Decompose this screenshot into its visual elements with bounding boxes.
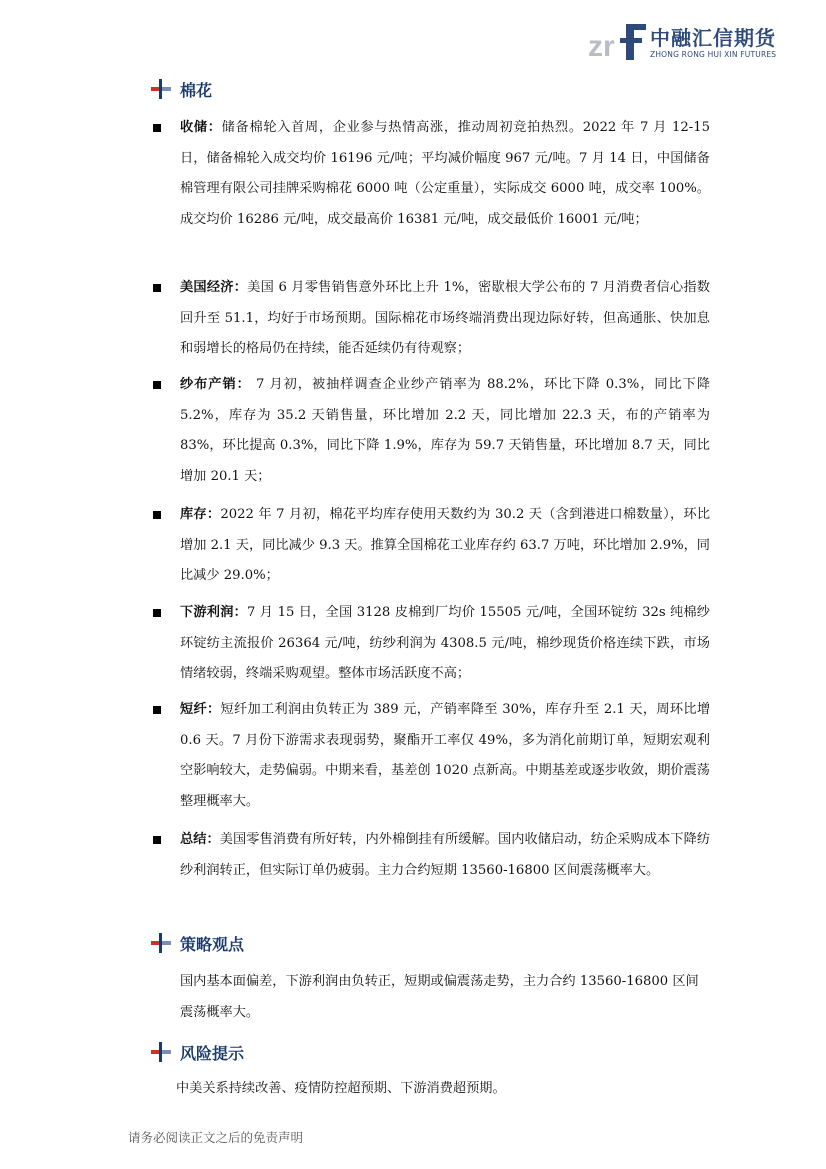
item-text: 储备棉轮入首周，企业参与热情高涨，推动周初竞拍热烈。2022 年 7 月 12-15 日，储备棉轮入成交均价 16196 元/吨；平均减价幅度 967 元/吨。7 月 14 日，中国储备棉管理有限公司挂牌采购棉花 6000 吨（公定重量），实际成交 6000 吨，成交率 100%。成交均价 16286 元/吨，成交最高价 16381 元/吨，成交最低价 16001 元/吨； bbox=[180, 120, 711, 227]
item-label: 收储： bbox=[180, 120, 222, 135]
item-label: 下游利润： bbox=[180, 605, 247, 620]
list-item bbox=[150, 273, 710, 365]
list-item bbox=[150, 695, 710, 817]
list-item bbox=[150, 113, 710, 235]
list-item bbox=[150, 500, 710, 592]
bullet-square-icon bbox=[153, 124, 161, 132]
item-text: 美国 6 月零售销售意外环比上升 1%，密歇根大学公布的 7 月消费者信心指数回升至 51.1，均好于市场预期。国际棉花市场终端消费出现边际好转，但高通胀、快加息和弱增长的格局仍在持续，能否延续仍有待观察； bbox=[180, 280, 711, 356]
item-text: 7 月初，被抽样调查企业纱产销率为 88.2%，环比下降 0.3%，同比下降 5.2%，库存为 35.2 天销售量，环比增加 2.2 天，同比增加 22.3 天，布的产销率为 83%，环比提高 0.3%，同比下降 1.9%，库存为 59.7 天销售量，环比增加 8.7 天，同比增加 20.1 天； bbox=[180, 377, 711, 484]
item-text: 2022 年 7 月初，棉花平均库存使用天数约为 30.2 天（含到港进口棉数量），环比增加 2.1 天，同比减少 9.3 天。推算全国棉花工业库存约 63.7 万吨，环比增加 2.9%，同比减少 29.0%； bbox=[180, 507, 711, 583]
list-item bbox=[150, 598, 710, 690]
section-header-risk bbox=[150, 1038, 244, 1066]
risk-paragraph: 中美关系持续改善、疫情防控超预期、下游消费超预期。 bbox=[176, 1081, 506, 1096]
item-label: 总结： bbox=[180, 832, 220, 847]
bullet-square-icon bbox=[153, 284, 161, 292]
item-label: 纱布产销： bbox=[180, 377, 251, 392]
item-text: 美国零售消费有所好转，内外棉倒挂有所缓解。国内收储启动，纺企采购成本下降纺纱利润转正，但实际订单仍疲弱。主力合约短期 13560-16800 区间震荡概率大。 bbox=[180, 832, 711, 878]
item-label: 美国经济： bbox=[180, 280, 248, 295]
bullet-square-icon bbox=[153, 609, 161, 617]
item-text: 7 月 15 日，全国 3128 皮棉到厂均价 15505 元/吨，全国环锭纺 32s 纯棉纱环锭纺主流报价 26364 元/吨，纺纱利润为 4308.5 元/吨，棉纱现货价格连续下跌，市场情绪较弱，终端采购观望。整体市场活跃度不高； bbox=[180, 605, 710, 681]
section-marker-icon bbox=[150, 1041, 172, 1063]
item-text: 短纤加工利润由负转正为 389 元，产销率降至 30%，库存升至 2.1 天，周环比增 0.6 天。7 月份下游需求表现弱势，聚酯开工率仅 49%，多为消化前期订单，短期宏观利空影响较大，走势偏弱。中期来看，基差创 1020 点新高。中期基差或逐步收敛，期价震荡整理概率大。 bbox=[180, 702, 711, 809]
section-header-strategy bbox=[150, 929, 244, 957]
list-item bbox=[150, 370, 710, 492]
company-logo bbox=[588, 18, 788, 64]
section-title: 风险提示 bbox=[180, 1043, 245, 1063]
section-marker-icon bbox=[150, 932, 172, 954]
bullet-square-icon bbox=[153, 706, 161, 714]
bullet-square-icon bbox=[153, 836, 161, 844]
logo-english-name: ZHONG RONG HUI XIN FUTURES bbox=[650, 50, 777, 59]
bullet-square-icon bbox=[153, 381, 161, 389]
svg-text:zr: zr bbox=[588, 30, 615, 63]
item-label: 短纤： bbox=[180, 702, 221, 717]
strategy-paragraph: 国内基本面偏差，下游利润由负转正，短期或偏震荡走势，主力合约 13560-16800 区间震荡概率大。 bbox=[180, 974, 699, 1020]
section-marker-icon bbox=[150, 78, 172, 100]
bullet-square-icon bbox=[153, 511, 161, 519]
section-title: 策略观点 bbox=[180, 934, 245, 954]
footer-disclaimer: 请务必阅读正文之后的免责声明 bbox=[128, 1130, 304, 1145]
logo-chinese-name: 中融汇信期货 bbox=[650, 26, 776, 50]
item-label: 库存： bbox=[180, 507, 221, 522]
logo-mark-icon bbox=[588, 18, 648, 64]
section-header-cotton bbox=[150, 75, 212, 103]
list-item bbox=[150, 825, 710, 886]
section-title: 棉花 bbox=[180, 80, 213, 100]
